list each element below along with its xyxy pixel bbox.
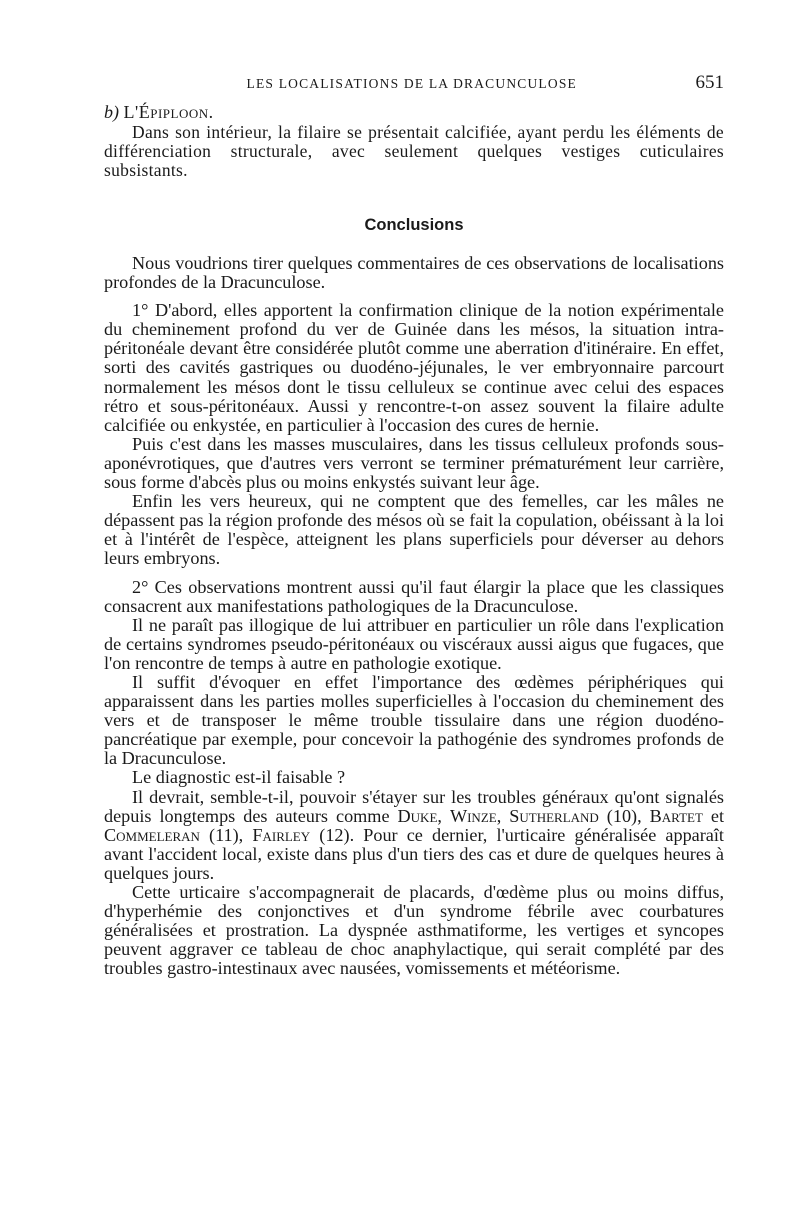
running-title: LES LOCALISATIONS DE LA DRACUNCULOSE <box>246 76 577 91</box>
page-header <box>104 72 724 102</box>
page-number: 651 <box>695 72 724 93</box>
author-duke: Duke <box>397 805 438 826</box>
section-title: L'Épiploon. <box>123 102 214 122</box>
section-marker: b) <box>104 102 119 122</box>
paragraph-point-1: 1° D'abord, elles apportent la confirmation clinique de la notion expérimentale du cheminement profond du ver de Guinée dans les mésos, la situation intra-péritonéale devant être considérée plutôt comme une aberration d'itinéraire. En effet, sorti des cavités gastriques ou duodéno-jéjunales, le ver embryonnaire parcourt normalement les mésos dont le tissu celluleux se continue avec celui des espaces rétro et sous-péritonéaux. Aussi y rencontre-t-on assez souvent la filaire adulte calcifiée ou enkystée, en particulier à l'occasion des cures de hernie. <box>104 300 724 435</box>
paragraph-epiploon: Dans son intérieur, la filaire se présentait calcifiée, ayant perdu les éléments de différenciation structurale, avec seulement quelques vestiges cuticulaires subsistants. <box>104 122 724 180</box>
document-page <box>104 72 724 978</box>
section-heading <box>104 102 724 123</box>
paragraph-intro: Nous voudrions tirer quelques commentaires de ces observations de localisations profondes de la Dracunculose. <box>104 253 724 293</box>
author-bartet: Bartet <box>649 805 703 826</box>
conclusions-heading: Conclusions <box>364 216 464 234</box>
section-epiploon <box>104 102 724 180</box>
author-fairley: Fairley <box>252 824 311 845</box>
author-commeleran: Commeleran <box>104 824 200 845</box>
paragraph-point-2: 2° Ces observations montrent aussi qu'il faut élargir la place que les classiques consacrent aux manifestations pathologiques de la Dracunculose. <box>104 576 724 616</box>
author-sutherland: Sutherland <box>509 805 599 826</box>
paragraph-role: Il ne paraît pas illogique de lui attribuer en particulier un rôle dans l'explication de certains syndromes pseudo-péritonéaux ou viscéraux aussi aigus que fugaces, que l'on rencontre de temps à autre en pathologie exotique. <box>104 614 724 673</box>
paragraph-heureux: Enfin les vers heureux, qui ne comptent que des femelles, car les mâles ne dépassent pas la région profonde des mésos où se fait la copulation, obéissant à la loi et à l'intérêt de l'espèce, atteignent les plans superficiels pour déverser au dehors leurs embryons. <box>104 491 724 569</box>
paragraph-muscles: Puis c'est dans les masses musculaires, dans les tissus celluleux profonds sous-aponévrotiques, que d'autres vers verront se terminer prématurément leur carrière, sous forme d'abcès plus ou moins enkystés suivant leur âge. <box>104 433 724 493</box>
paragraph-diagnostic-question: Le diagnostic est-il faisable ? <box>132 767 346 788</box>
paragraph-authors: Il devrait, semble-t-il, pouvoir s'étayer sur les troubles généraux qu'ont signalés depuis longtemps des auteurs comme Duke, Winze, Sutherland (10), Bartet et Commeleran (11), Fairley (12). Pour ce dernier, l'urticaire généralisée apparaît avant l'accident local, existe dans plus d'un tiers des cas et dure de quelques heures à quelques jours. <box>104 786 725 883</box>
author-winze: Winze <box>449 805 497 826</box>
paragraph-oedemes: Il suffit d'évoquer en effet l'importance des œdèmes périphériques qui apparaissent dans les parties molles superficielles à l'occasion du cheminement des vers et de transposer le même trouble tissulaire dans une région duodéno-pancréatique par exemple, pour concevoir la pathogénie des syndromes profonds de la Dracunculose. <box>104 671 724 769</box>
paragraph-urticaire: Cette urticaire s'accompagnerait de placards, d'œdème plus ou moins diffus, d'hyperhémie des conjonctives et d'un syndrome fébrile avec courbatures généralisées et prostration. La dyspnée asthmatiforme, les vertiges et syncopes peuvent aggraver ce tableau de choc anaphylactique, qui serait complété par des troubles gastro-intestinaux avec nausées, vomissements et météorisme. <box>104 882 724 979</box>
